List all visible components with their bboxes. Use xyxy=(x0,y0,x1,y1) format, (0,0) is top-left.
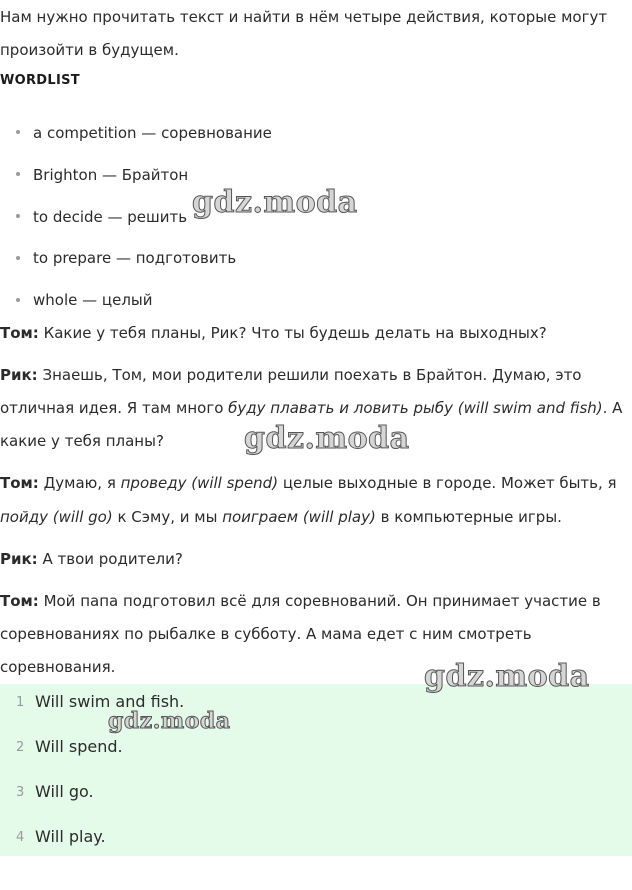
bullet-icon xyxy=(16,130,20,134)
answer-text: Will spend. xyxy=(35,737,123,756)
answer-number: 1 xyxy=(16,695,25,710)
speaker-label: Том: xyxy=(0,474,39,492)
watermark-logo: gdz.moda xyxy=(192,185,358,220)
dialogue-text: Думаю, я xyxy=(38,474,121,492)
bullet-icon xyxy=(16,214,20,218)
speaker-label: Том: xyxy=(0,324,39,342)
intro-line-2: произойти в будущем. xyxy=(0,41,179,59)
watermark-logo: gdz.moda xyxy=(244,421,410,456)
future-action-phrase: буду плавать и ловить рыбу (will swim and fish) xyxy=(228,399,603,417)
dialogue-text: отличная идея. Я там много xyxy=(0,399,229,417)
dialogue-rick-1-line-3: какие у тебя планы? xyxy=(0,432,164,450)
dialogue-tom-2-line-1 xyxy=(0,474,617,492)
answer-number: 4 xyxy=(16,830,25,845)
answer-number: 3 xyxy=(16,785,25,800)
dialogue-text: Какие у тебя планы, Рик? Что ты будешь делать на выходных? xyxy=(38,324,547,342)
watermark-logo: gdz.moda xyxy=(424,659,590,694)
wordlist-item: Brighton — Брайтон xyxy=(33,166,189,184)
future-action-phrase: проведу (will spend) xyxy=(120,474,279,492)
intro-line-1: Нам нужно прочитать текст и найти в нём четыре действия, которые могут xyxy=(0,8,608,26)
future-action-phrase: пойду (will go) xyxy=(0,508,113,526)
wordlist-heading: WORDLIST xyxy=(0,73,80,88)
dialogue-text: целые выходные в городе. Может быть, я xyxy=(278,474,617,492)
answer-number: 2 xyxy=(16,740,25,755)
dialogue-text: в компьютерные игры. xyxy=(375,508,562,526)
dialogue-text: А твои родители? xyxy=(37,550,183,568)
dialogue-tom-3-line-1 xyxy=(0,592,601,610)
dialogue-text: к Сэму, и мы xyxy=(112,508,223,526)
speaker-label: Том: xyxy=(0,592,39,610)
dialogue-tom-2-line-2 xyxy=(0,508,562,526)
dialogue-rick-1-line-1 xyxy=(0,366,581,384)
wordlist-item: a competition — соревнование xyxy=(33,124,272,142)
future-action-phrase: поиграем (will play) xyxy=(222,508,376,526)
speaker-label: Рик: xyxy=(0,366,38,384)
wordlist-item: whole — целый xyxy=(33,291,153,309)
dialogue-rick-1-line-2 xyxy=(0,399,622,417)
answer-text: Will go. xyxy=(35,782,94,801)
answer-text: Will play. xyxy=(35,827,106,846)
dialogue-tom-1 xyxy=(0,324,547,342)
wordlist-item: to prepare — подготовить xyxy=(33,249,237,267)
dialogue-text: . А xyxy=(602,399,623,417)
watermark-logo: gdz.moda xyxy=(108,708,231,734)
dialogue-tom-3-line-3: соревнования. xyxy=(0,658,116,676)
answer-text: Will swim and fish. xyxy=(35,692,185,711)
bullet-icon xyxy=(16,298,20,302)
bullet-icon xyxy=(16,172,20,176)
wordlist-item: to decide — решить xyxy=(33,208,188,226)
dialogue-text: Мой папа подготовил всё для соревнований. Он принимает участие в xyxy=(38,592,601,610)
bullet-icon xyxy=(16,256,20,260)
answer-box xyxy=(0,684,632,856)
dialogue-text: Знаешь, Том, мои родители решили поехать в Брайтон. Думаю, это xyxy=(37,366,582,384)
dialogue-rick-2 xyxy=(0,550,183,568)
dialogue-tom-3-line-2: соревнованиях по рыбалке в субботу. А мама едет с ним смотреть xyxy=(0,625,532,643)
speaker-label: Рик: xyxy=(0,550,38,568)
